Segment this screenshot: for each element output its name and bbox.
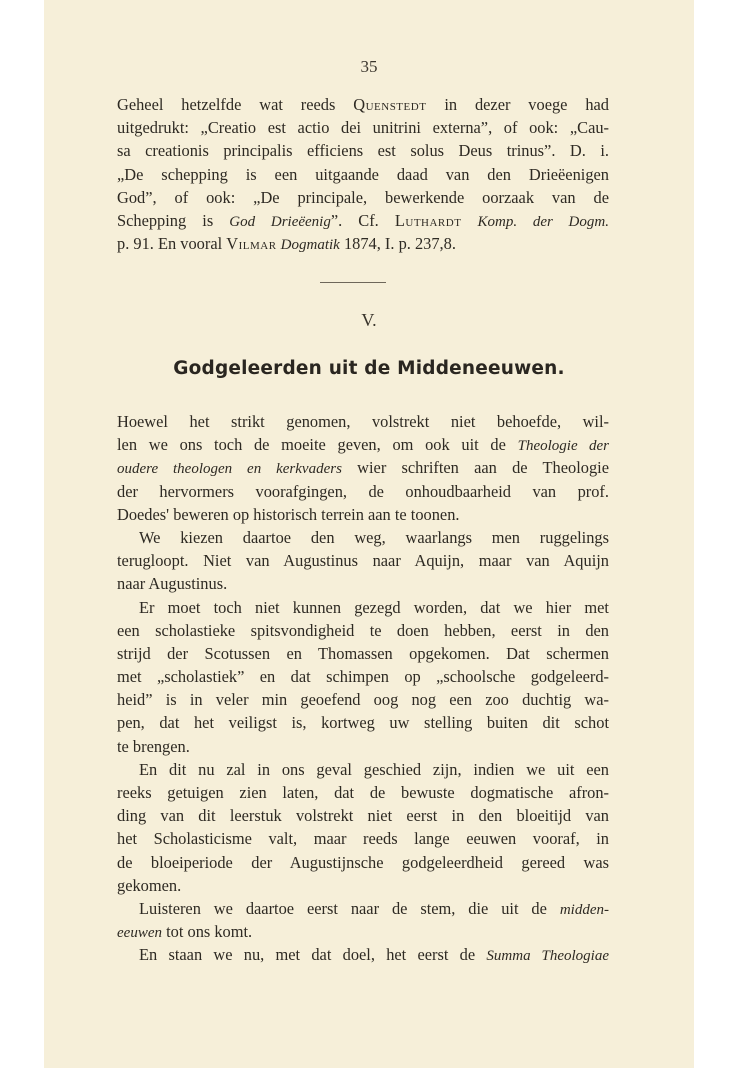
text-line: het Scholasticisme valt, maar reeds lange eeuwen vooraf, in	[117, 829, 609, 849]
text-line: de bloeiperiode der Augustijnsche godgeleerdheid gereed was	[117, 852, 609, 872]
text-line: We kiezen daartoe den weg, waarlangs men ruggelings	[139, 527, 609, 547]
text-line: Doedes' beweren op historisch terrein aan te toonen.	[117, 504, 460, 524]
italic-theologie-der: Theologie der	[517, 438, 609, 455]
italic-eeuwen: eeuwen	[117, 925, 162, 942]
text-line: naar Augustinus.	[117, 574, 228, 594]
text-line: Schepping is God Drieëenig”. Cf. Luthardt Komp. der Dogm.	[117, 210, 609, 230]
text-line: strijd der Scotussen en Thomassen opgekomen. Dat schermen	[117, 643, 609, 663]
author-vilmar: Vilmar	[226, 234, 277, 254]
text-line: pen, dat het veiligst is, kortweg uw stelling buiten dit schot	[117, 713, 609, 733]
text-line: terugloopt. Niet van Augustinus naar Aquijn, maar van Aquijn	[117, 551, 609, 571]
text-line: Er moet toch niet kunnen gezegd worden, dat we hier met	[139, 597, 609, 617]
text-line: eeuwen tot ons komt.	[117, 922, 253, 942]
text-line: Luisteren we daartoe eerst naar de stem, die uit de midden-	[139, 898, 609, 918]
author-luthardt: Luthardt	[394, 210, 462, 230]
text-line: met „scholastiek” en dat schimpen op „schoolsche godgeleerd-	[117, 667, 609, 687]
text-line: En dit nu zal in ons geval geschied zijn, indien we uit een	[139, 759, 609, 779]
section-divider	[320, 282, 386, 283]
text-line: ding van dit leerstuk volstrekt niet eerst in den bloeitijd van	[117, 806, 609, 826]
book-page	[44, 0, 694, 1068]
italic-summa-theologiae: Summa Theologiae	[486, 948, 609, 965]
text-line: En staan we nu, met dat doel, het eerst de Summa Theologiae	[139, 945, 609, 965]
text-line: uitgedrukt: „Creatio est actio dei unitrini externa”, of ook: „Cau-	[117, 118, 609, 138]
text-line: God”, of ook: „De principale, bewerkende oorzaak van de	[117, 187, 609, 207]
top-paragraph	[117, 93, 609, 255]
text-line: len we ons toch de moeite geven, om ook uit de Theologie der	[117, 435, 609, 455]
section-number: V.	[361, 310, 377, 330]
text-line: reeks getuigen zien laten, dat de bewuste dogmatische afron-	[117, 783, 609, 802]
page-number: 35	[360, 57, 378, 76]
text-line: te brengen.	[117, 736, 190, 756]
text-line: gekomen.	[117, 875, 182, 895]
text-line: sa creationis principalis efficiens est solus Deus trinus”. D. i.	[117, 141, 609, 161]
text-line: Geheel hetzelfde wat reeds Quenstedt in dezer voege had	[117, 95, 609, 114]
italic-midden: midden-	[559, 901, 609, 918]
author-quenstedt: Quenstedt	[353, 95, 427, 114]
text-line: p. 91. En vooral Vilmar Dogmatik 1874, I. p. 237,8.	[117, 234, 456, 254]
italic-dogmatik: Dogmatik	[280, 237, 340, 254]
chapter-heading: Godgeleerden uit de Middeneeuwen.	[173, 358, 565, 379]
text-line: Hoewel het strikt genomen, volstrekt niet behoefde, wil-	[117, 412, 609, 431]
text-line: der hervormers voorafgingen, de onhoudbaarheid van prof.	[117, 481, 609, 501]
text-line: „De schepping is een uitgaande daad van den Drieëenigen	[117, 164, 609, 184]
text-line: heid” is in veler min geoefend oog nog een zoo duchtig wa-	[117, 690, 609, 710]
text-line: oudere theologen en kerkvaders wier schriften aan de Theologie	[117, 458, 609, 478]
italic-komp: Komp. der Dogm.	[477, 213, 609, 230]
italic-god-drieenig: God Drieëenig	[229, 213, 331, 230]
body-text	[117, 410, 609, 967]
text-line: een scholastieke spitsvondigheid te doen hebben, eerst in den	[117, 620, 609, 640]
italic-oudere-theologen: oudere theologen en kerkvaders	[117, 461, 342, 478]
